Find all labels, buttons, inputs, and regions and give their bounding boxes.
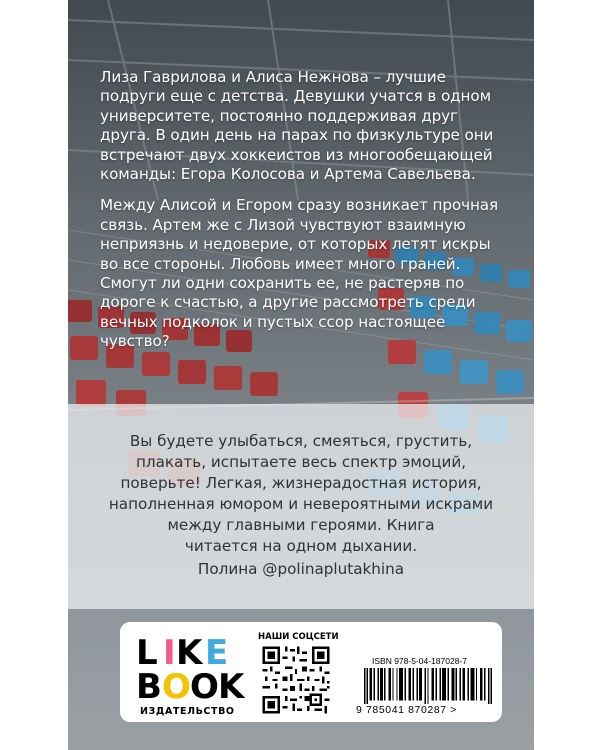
logo-letter: K	[218, 667, 245, 707]
social-label: НАШИ СОЦСЕТИ	[258, 632, 339, 642]
isbn-barcode	[364, 668, 492, 704]
review-line: Вы будете улыбаться, смеяться, грустить,	[129, 432, 473, 450]
publisher-label: ИЗДАТЕЛЬСТВО	[140, 706, 235, 717]
logo-letter: O	[162, 667, 191, 707]
synopsis-line: во все стороны. Любовь имеет много граней.	[100, 254, 461, 273]
logo-letter: L	[136, 633, 158, 673]
logo-letter: K	[176, 633, 203, 673]
review-line: между главными героями. Книга	[167, 516, 435, 534]
qr-code	[260, 644, 332, 716]
review-line: плакать, испытаете весь спектр эмоций,	[135, 453, 467, 471]
synopsis-line: неприязнь и недоверие, от которых летят искры	[100, 235, 491, 254]
synopsis-line: дороге к счастью, а другие рассмотреть среди	[100, 293, 476, 312]
synopsis-line: Лиза Гаврилова и Алиса Нежнова – лучшие	[100, 68, 446, 86]
synopsis-line: связь. Артем же с Лизой чувствуют взаимную	[100, 215, 466, 234]
isbn-text: ISBN 978-5-04-187028-7	[372, 656, 467, 666]
synopsis-line: подруги еще с детства. Девушки учатся в одном	[100, 87, 491, 106]
synopsis-line: встречают двух хоккеистов из многообещающей	[100, 145, 493, 164]
synopsis-line: вечных подколок и пустых ссор настоящее	[100, 312, 446, 331]
synopsis-line: команды: Егора Колосова и Артема Савельева.	[100, 165, 476, 184]
barcode-digits: 9 785041 870287 >	[356, 704, 457, 716]
likebook-logo	[136, 633, 245, 710]
logo-letter: O	[190, 667, 219, 707]
logo-letter: I	[163, 633, 176, 673]
synopsis-line: друга. В один день на парах по физкультуре они	[100, 126, 494, 145]
review-line: читается на одном дыхании.	[184, 537, 418, 555]
book-back-cover	[68, 0, 534, 750]
review-line: поверьте! Легкая, жизнерадостная история,	[120, 474, 482, 492]
synopsis-paragraph-2	[100, 196, 510, 351]
synopsis-line: Между Алисой и Егором сразу возникает прочная	[100, 196, 499, 215]
synopsis-line: Смогут ли одни сохранить ее, не растеряв по	[100, 274, 465, 293]
logo-letter: B	[136, 667, 162, 707]
review-line: наполненная юмором и невероятными искрами	[108, 495, 494, 513]
synopsis-line: чувство?	[100, 332, 170, 351]
reader-review	[98, 431, 504, 557]
synopsis-text	[100, 68, 510, 364]
review-signature: Полина @polinaplutakhina	[197, 560, 405, 578]
barcode-panel	[120, 622, 502, 722]
synopsis-paragraph-1	[100, 68, 510, 184]
synopsis-line: университете, постоянно поддерживая друг	[100, 106, 458, 125]
logo-letter: E	[205, 633, 229, 673]
